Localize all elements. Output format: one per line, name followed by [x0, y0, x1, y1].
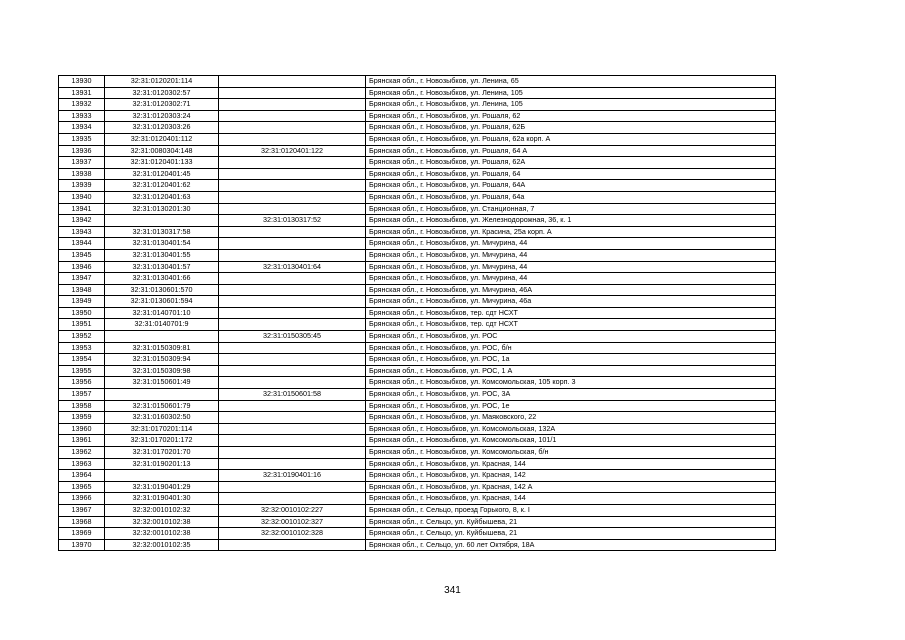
table-row — [59, 191, 776, 203]
address-cell: Брянская обл., г. Новозыбков, ул. Красная, 144 — [366, 493, 776, 505]
table-row — [59, 516, 776, 528]
cadastral-number-cell: 32:31:0190401:30 — [105, 493, 219, 505]
parent-cadastral-number-cell — [219, 458, 366, 470]
table-row — [59, 87, 776, 99]
address-cell: Брянская обл., г. Сельцо, проезд Горького, 8, к. I — [366, 504, 776, 516]
address-cell: Брянская обл., г. Новозыбков, ул. Мичурина, 44 — [366, 238, 776, 250]
cadastral-number-cell: 32:31:0120303:26 — [105, 122, 219, 134]
table-row — [59, 296, 776, 308]
row-number-cell: 13937 — [59, 157, 105, 169]
row-number-cell: 13932 — [59, 99, 105, 111]
parent-cadastral-number-cell — [219, 110, 366, 122]
table-row — [59, 377, 776, 389]
parent-cadastral-number-cell: 32:31:0190401:16 — [219, 470, 366, 482]
cadastral-number-cell: 32:31:0120401:62 — [105, 180, 219, 192]
parent-cadastral-number-cell — [219, 122, 366, 134]
cadastral-number-cell: 32:31:0130317:58 — [105, 226, 219, 238]
table-row — [59, 470, 776, 482]
row-number-cell: 13959 — [59, 412, 105, 424]
table-row — [59, 539, 776, 551]
parent-cadastral-number-cell — [219, 76, 366, 88]
row-number-cell: 13936 — [59, 145, 105, 157]
table-row — [59, 122, 776, 134]
cadastral-number-cell: 32:31:0150601:49 — [105, 377, 219, 389]
cadastral-number-cell: 32:31:0150309:81 — [105, 342, 219, 354]
address-cell: Брянская обл., г. Новозыбков, ул. Комсомольская, б/н — [366, 447, 776, 459]
row-number-cell: 13969 — [59, 528, 105, 540]
address-cell: Брянская обл., г. Новозыбков, ул. Красная, 144 — [366, 458, 776, 470]
table-row — [59, 365, 776, 377]
parent-cadastral-number-cell: 32:31:0130401:64 — [219, 261, 366, 273]
row-number-cell: 13947 — [59, 273, 105, 285]
table-row — [59, 180, 776, 192]
address-cell: Брянская обл., г. Новозыбков, ул. Мичурина, 46а — [366, 296, 776, 308]
cadastral-number-cell — [105, 331, 219, 343]
row-number-cell: 13961 — [59, 435, 105, 447]
address-cell: Брянская обл., г. Новозыбков, ул. Комсомольская, 105 корп. 3 — [366, 377, 776, 389]
address-cell: Брянская обл., г. Новозыбков, тер. сдт НСХТ — [366, 307, 776, 319]
parent-cadastral-number-cell — [219, 273, 366, 285]
table-row — [59, 203, 776, 215]
cadastral-number-cell: 32:31:0150309:98 — [105, 365, 219, 377]
table-row — [59, 400, 776, 412]
cadastral-number-cell: 32:31:0120401:45 — [105, 168, 219, 180]
table-row — [59, 168, 776, 180]
table-row — [59, 458, 776, 470]
address-cell: Брянская обл., г. Новозыбков, ул. Красина, 25а корп. А — [366, 226, 776, 238]
cadastral-number-cell: 32:31:0130601:570 — [105, 284, 219, 296]
cadastral-number-cell: 32:31:0120201:114 — [105, 76, 219, 88]
address-cell: Брянская обл., г. Новозыбков, ул. Рошаля, 62Б — [366, 122, 776, 134]
table-row — [59, 389, 776, 401]
address-cell: Брянская обл., г. Новозыбков, ул. Рошаля, 62 — [366, 110, 776, 122]
row-number-cell: 13954 — [59, 354, 105, 366]
address-cell: Брянская обл., г. Новозыбков, тер. сдт НСХТ — [366, 319, 776, 331]
parent-cadastral-number-cell — [219, 423, 366, 435]
registry-table-body — [59, 76, 776, 551]
cadastral-number-cell: 32:31:0150601:79 — [105, 400, 219, 412]
table-row — [59, 145, 776, 157]
row-number-cell: 13958 — [59, 400, 105, 412]
row-number-cell: 13939 — [59, 180, 105, 192]
parent-cadastral-number-cell — [219, 99, 366, 111]
address-cell: Брянская обл., г. Новозыбков, ул. Мичурина, 44 — [366, 273, 776, 285]
row-number-cell: 13957 — [59, 389, 105, 401]
parent-cadastral-number-cell — [219, 238, 366, 250]
address-cell: Брянская обл., г. Сельцо, ул. Куйбышева, 21 — [366, 528, 776, 540]
cadastral-number-cell: 32:31:0130401:54 — [105, 238, 219, 250]
cadastral-number-cell: 32:31:0150309:94 — [105, 354, 219, 366]
address-cell: Брянская обл., г. Новозыбков, ул. Ленина, 65 — [366, 76, 776, 88]
cadastral-number-cell: 32:31:0130401:55 — [105, 249, 219, 261]
parent-cadastral-number-cell — [219, 365, 366, 377]
row-number-cell: 13960 — [59, 423, 105, 435]
cadastral-number-cell: 32:31:0130401:66 — [105, 273, 219, 285]
address-cell: Брянская обл., г. Новозыбков, ул. Мичурина, 44 — [366, 249, 776, 261]
row-number-cell: 13956 — [59, 377, 105, 389]
parent-cadastral-number-cell: 32:32:0010102:227 — [219, 504, 366, 516]
address-cell: Брянская обл., г. Новозыбков, ул. Ленина, 105 — [366, 87, 776, 99]
table-row — [59, 215, 776, 227]
parent-cadastral-number-cell: 32:31:0130317:52 — [219, 215, 366, 227]
row-number-cell: 13970 — [59, 539, 105, 551]
parent-cadastral-number-cell — [219, 168, 366, 180]
table-row — [59, 99, 776, 111]
cadastral-number-cell: 32:31:0120401:112 — [105, 133, 219, 145]
cadastral-number-cell: 32:32:0010102:35 — [105, 539, 219, 551]
address-cell: Брянская обл., г. Новозыбков, ул. Рошаля, 64 А — [366, 145, 776, 157]
page-number: 341 — [444, 585, 461, 596]
row-number-cell: 13966 — [59, 493, 105, 505]
table-row — [59, 504, 776, 516]
address-cell: Брянская обл., г. Новозыбков, ул. РОС, б/н — [366, 342, 776, 354]
row-number-cell: 13942 — [59, 215, 105, 227]
parent-cadastral-number-cell — [219, 319, 366, 331]
cadastral-number-cell — [105, 470, 219, 482]
parent-cadastral-number-cell — [219, 400, 366, 412]
table-row — [59, 238, 776, 250]
cadastral-number-cell: 32:31:0120303:24 — [105, 110, 219, 122]
row-number-cell: 13935 — [59, 133, 105, 145]
address-cell: Брянская обл., г. Новозыбков, ул. Рошаля, 64а — [366, 191, 776, 203]
cadastral-number-cell: 32:31:0170201:114 — [105, 423, 219, 435]
table-row — [59, 133, 776, 145]
parent-cadastral-number-cell — [219, 307, 366, 319]
cadastral-number-cell: 32:31:0170201:70 — [105, 447, 219, 459]
parent-cadastral-number-cell: 32:31:0150305:45 — [219, 331, 366, 343]
address-cell: Брянская обл., г. Новозыбков, ул. РОС, 3А — [366, 389, 776, 401]
row-number-cell: 13950 — [59, 307, 105, 319]
cadastral-number-cell: 32:31:0190401:29 — [105, 481, 219, 493]
row-number-cell: 13946 — [59, 261, 105, 273]
table-row — [59, 423, 776, 435]
address-cell: Брянская обл., г. Новозыбков, ул. Рошаля, 64 — [366, 168, 776, 180]
row-number-cell: 13964 — [59, 470, 105, 482]
parent-cadastral-number-cell — [219, 180, 366, 192]
row-number-cell: 13930 — [59, 76, 105, 88]
parent-cadastral-number-cell — [219, 481, 366, 493]
cadastral-number-cell — [105, 215, 219, 227]
cadastral-number-cell: 32:31:0120401:133 — [105, 157, 219, 169]
registry-table — [58, 75, 776, 551]
cadastral-number-cell: 32:31:0120302:71 — [105, 99, 219, 111]
address-cell: Брянская обл., г. Новозыбков, ул. Рошаля, 62А — [366, 157, 776, 169]
row-number-cell: 13934 — [59, 122, 105, 134]
address-cell: Брянская обл., г. Новозыбков, ул. РОС, 1 А — [366, 365, 776, 377]
row-number-cell: 13931 — [59, 87, 105, 99]
row-number-cell: 13943 — [59, 226, 105, 238]
parent-cadastral-number-cell: 32:31:0120401:122 — [219, 145, 366, 157]
row-number-cell: 13945 — [59, 249, 105, 261]
parent-cadastral-number-cell — [219, 493, 366, 505]
cadastral-number-cell: 32:31:0160302:50 — [105, 412, 219, 424]
parent-cadastral-number-cell — [219, 377, 366, 389]
cadastral-number-cell: 32:31:0140701:9 — [105, 319, 219, 331]
row-number-cell: 13962 — [59, 447, 105, 459]
parent-cadastral-number-cell — [219, 87, 366, 99]
row-number-cell: 13955 — [59, 365, 105, 377]
parent-cadastral-number-cell — [219, 249, 366, 261]
row-number-cell: 13953 — [59, 342, 105, 354]
row-number-cell: 13963 — [59, 458, 105, 470]
address-cell: Брянская обл., г. Новозыбков, ул. Станционная, 7 — [366, 203, 776, 215]
cadastral-number-cell: 32:31:0170201:172 — [105, 435, 219, 447]
table-row — [59, 342, 776, 354]
row-number-cell: 13938 — [59, 168, 105, 180]
table-row — [59, 481, 776, 493]
cadastral-number-cell: 32:31:0140701:10 — [105, 307, 219, 319]
address-cell: Брянская обл., г. Новозыбков, ул. Рошаля, 64А — [366, 180, 776, 192]
table-row — [59, 284, 776, 296]
parent-cadastral-number-cell — [219, 203, 366, 215]
parent-cadastral-number-cell — [219, 539, 366, 551]
cadastral-number-cell: 32:32:0010102:38 — [105, 516, 219, 528]
parent-cadastral-number-cell: 32:32:0010102:328 — [219, 528, 366, 540]
cadastral-number-cell: 32:31:0120302:57 — [105, 87, 219, 99]
row-number-cell: 13952 — [59, 331, 105, 343]
address-cell: Брянская обл., г. Новозыбков, ул. РОС — [366, 331, 776, 343]
table-row — [59, 447, 776, 459]
address-cell: Брянская обл., г. Новозыбков, ул. Рошаля, 62а корп. А — [366, 133, 776, 145]
table-row — [59, 493, 776, 505]
cadastral-number-cell — [105, 389, 219, 401]
parent-cadastral-number-cell — [219, 354, 366, 366]
table-row — [59, 331, 776, 343]
parent-cadastral-number-cell — [219, 157, 366, 169]
address-cell: Брянская обл., г. Сельцо, ул. Куйбышева, 21 — [366, 516, 776, 528]
parent-cadastral-number-cell — [219, 296, 366, 308]
address-cell: Брянская обл., г. Новозыбков, ул. Комсомольская, 101/1 — [366, 435, 776, 447]
address-cell: Брянская обл., г. Новозыбков, ул. Красная, 142 — [366, 470, 776, 482]
parent-cadastral-number-cell — [219, 284, 366, 296]
table-row — [59, 412, 776, 424]
address-cell: Брянская обл., г. Сельцо, ул. 60 лет Октября, 18А — [366, 539, 776, 551]
cadastral-number-cell: 32:31:0120401:63 — [105, 191, 219, 203]
table-row — [59, 249, 776, 261]
address-cell: Брянская обл., г. Новозыбков, ул. Железнодорожная, 36, к. 1 — [366, 215, 776, 227]
cadastral-number-cell: 32:32:0010102:38 — [105, 528, 219, 540]
row-number-cell: 13944 — [59, 238, 105, 250]
parent-cadastral-number-cell: 32:32:0010102:327 — [219, 516, 366, 528]
address-cell: Брянская обл., г. Новозыбков, ул. РОС, 1а — [366, 354, 776, 366]
table-row — [59, 273, 776, 285]
row-number-cell: 13949 — [59, 296, 105, 308]
cadastral-number-cell: 32:31:0130201:30 — [105, 203, 219, 215]
table-row — [59, 110, 776, 122]
address-cell: Брянская обл., г. Новозыбков, ул. Мичурина, 46А — [366, 284, 776, 296]
row-number-cell: 13948 — [59, 284, 105, 296]
table-row — [59, 319, 776, 331]
parent-cadastral-number-cell — [219, 133, 366, 145]
parent-cadastral-number-cell — [219, 447, 366, 459]
parent-cadastral-number-cell — [219, 226, 366, 238]
cadastral-number-cell: 32:31:0190201:13 — [105, 458, 219, 470]
parent-cadastral-number-cell — [219, 435, 366, 447]
row-number-cell: 13941 — [59, 203, 105, 215]
row-number-cell: 13967 — [59, 504, 105, 516]
address-cell: Брянская обл., г. Новозыбков, ул. Красная, 142 А — [366, 481, 776, 493]
row-number-cell: 13940 — [59, 191, 105, 203]
address-cell: Брянская обл., г. Новозыбков, ул. РОС, 1е — [366, 400, 776, 412]
parent-cadastral-number-cell — [219, 191, 366, 203]
cadastral-number-cell: 32:31:0080304:148 — [105, 145, 219, 157]
table-row — [59, 226, 776, 238]
cadastral-number-cell: 32:32:0010102:32 — [105, 504, 219, 516]
address-cell: Брянская обл., г. Новозыбков, ул. Комсомольская, 132А — [366, 423, 776, 435]
cadastral-number-cell: 32:31:0130601:594 — [105, 296, 219, 308]
row-number-cell: 13933 — [59, 110, 105, 122]
row-number-cell: 13968 — [59, 516, 105, 528]
row-number-cell: 13965 — [59, 481, 105, 493]
address-cell: Брянская обл., г. Новозыбков, ул. Мичурина, 44 — [366, 261, 776, 273]
table-row — [59, 76, 776, 88]
parent-cadastral-number-cell — [219, 342, 366, 354]
parent-cadastral-number-cell — [219, 412, 366, 424]
parent-cadastral-number-cell: 32:31:0150601:58 — [219, 389, 366, 401]
table-row — [59, 528, 776, 540]
table-row — [59, 307, 776, 319]
table-row — [59, 354, 776, 366]
table-row — [59, 261, 776, 273]
address-cell: Брянская обл., г. Новозыбков, ул. Ленина, 105 — [366, 99, 776, 111]
table-row — [59, 435, 776, 447]
address-cell: Брянская обл., г. Новозыбков, ул. Маяковского, 22 — [366, 412, 776, 424]
cadastral-number-cell: 32:31:0130401:57 — [105, 261, 219, 273]
row-number-cell: 13951 — [59, 319, 105, 331]
table-row — [59, 157, 776, 169]
